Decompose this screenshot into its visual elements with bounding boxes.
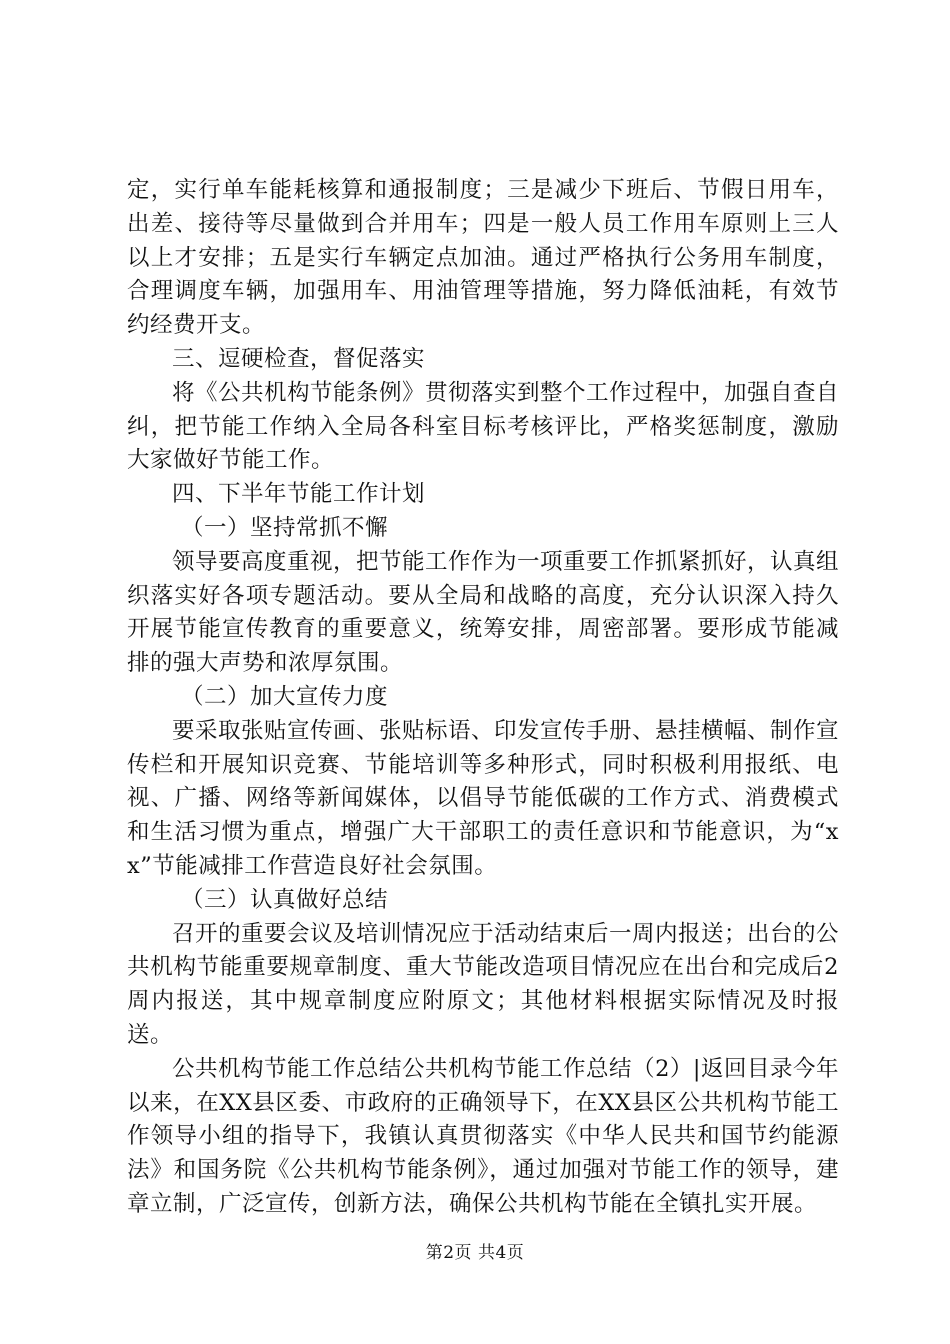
paragraph-persistence: 领导要高度重视，把节能工作作为一项重要工作抓紧抓好，认真组织落实好各项专题活动。要从全局和战略的高度，充分认识深入持久开展节能宣传教育的重要意义，统筹安排，周密部署。要形成节能减排的强大声势和浓厚氛围。	[127, 548, 840, 677]
subheading-persistence: （一）坚持常抓不懈	[181, 514, 389, 541]
paragraph-summary: 召开的重要会议及培训情况应于活动结束后一周内报送；出台的公共机构节能重要规章制度、重大节能改造项目情况应在出台和完成后2周内报送，其中规章制度应附原文；其他材料根据实际情况及时报送。	[127, 920, 840, 1048]
document-body	[127, 174, 839, 1222]
heading-second-half-plan: 四、下半年节能工作计划	[172, 481, 426, 508]
paragraph-work-summary-2: 公共机构节能工作总结公共机构节能工作总结（2）|返回目录今年以来，在XX县区委、市政府的正确领导下，在XX县区公共机构节能工作领导小组的指导下，我镇认真贯彻落实《中华人民共和国节约能源法》和国务院《公共机构节能条例》，通过加强对节能工作的领导，建章立制，广泛宣传，创新方法，确保公共机构节能在全镇扎实开展。	[127, 1055, 839, 1217]
page-footer: 第2页 共4页	[425, 1243, 525, 1263]
paragraph-publicity: 要采取张贴宣传画、张贴标语、印发宣传手册、悬挂横幅、制作宣传栏和开展知识竞赛、节能培训等多种形式，同时积极利用报纸、电视、广播、网络等新闻媒体，以倡导节能低碳的工作方式、消费模式和生活习惯为重点，增强广大干部职工的责任意识和节能意识，为“xx”节能减排工作营造良好社会氛围。	[127, 717, 840, 879]
subheading-summary: （三）认真做好总结	[181, 886, 389, 913]
paragraph-vehicle-management: 定，实行单车能耗核算和通报制度；三是减少下班后、节假日用车，出差、接待等尽量做到合并用车；四是一般人员工作用车原则上三人以上才安排；五是实行车辆定点加油。通过严格执行公务用车制度，合理调度车辆，加强用车、用油管理等措施，努力降低油耗，有效节约经费开支。	[127, 177, 839, 339]
heading-inspection: 三、逗硬检查，督促落实	[172, 345, 426, 372]
paragraph-inspection: 将《公共机构节能条例》贯彻落实到整个工作过程中，加强自查自纠，把节能工作纳入全局各科室目标考核评比，严格奖惩制度，激励大家做好节能工作。	[127, 379, 840, 474]
subheading-publicity: （二）加大宣传力度	[181, 683, 389, 710]
